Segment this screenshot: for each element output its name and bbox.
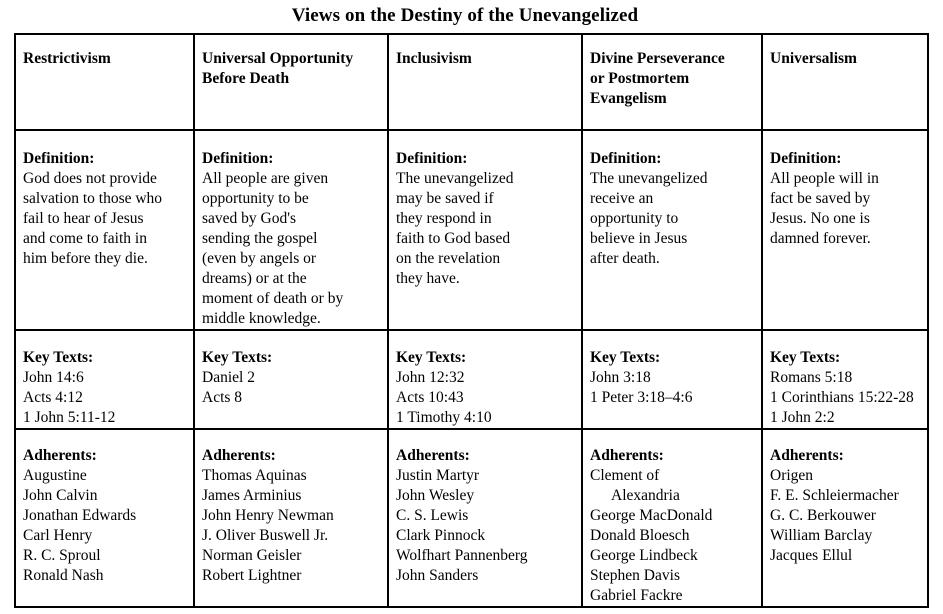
adherent: Thomas Aquinas — [202, 467, 307, 484]
definition-cell-divine-perseverance — [582, 130, 762, 330]
adherents-cell-inclusivism — [388, 429, 582, 607]
adherent: John Wesley — [396, 487, 475, 504]
definition-row — [15, 130, 928, 330]
definition-line: sending the gospel — [202, 230, 318, 247]
key-texts-cell-restrictivism — [15, 330, 194, 429]
adherent: John Calvin — [23, 487, 98, 504]
adherents-label: Adherents: — [770, 447, 844, 464]
adherent: Carl Henry — [23, 527, 93, 544]
definition-line: opportunity to be — [202, 190, 309, 207]
definition-cell-restrictivism — [15, 130, 194, 330]
column-title-line: Universal Opportunity — [202, 50, 354, 67]
adherents-cell-restrictivism — [15, 429, 194, 607]
key-text: Acts 8 — [202, 389, 243, 406]
key-text: Acts 10:43 — [396, 389, 464, 406]
definition-line: and come to faith in — [23, 230, 147, 247]
key-text: 1 Timothy 4:10 — [396, 409, 492, 426]
adherent: John Henry Newman — [202, 507, 334, 524]
adherent: F. E. Schleiermacher — [770, 487, 899, 504]
definition-line: The unevangelized — [590, 170, 708, 187]
key-texts-label: Key Texts: — [770, 349, 841, 366]
definition-line: faith to God based — [396, 230, 511, 247]
definition-line: believe in Jesus — [590, 230, 688, 247]
definition-line: receive an — [590, 190, 654, 207]
definition-line: they respond in — [396, 210, 492, 227]
adherents-label: Adherents: — [396, 447, 470, 464]
adherent: George Lindbeck — [590, 547, 698, 564]
adherent: Jacques Ellul — [770, 547, 853, 564]
definition-line: moment of death or by — [202, 290, 344, 307]
adherent: J. Oliver Buswell Jr. — [202, 527, 329, 544]
definition-line: fact be saved by — [770, 190, 871, 207]
adherent: Donald Bloesch — [590, 527, 690, 544]
definition-line: saved by God's — [202, 210, 297, 227]
key-texts-cell-inclusivism — [388, 330, 582, 429]
definition-label: Definition: — [770, 150, 842, 167]
adherent: John Sanders — [396, 567, 479, 584]
adherent: R. C. Sproul — [23, 547, 101, 564]
definition-line: damned forever. — [770, 230, 871, 247]
adherents-cell-divine-perseverance — [582, 429, 762, 607]
definition-line: salvation to those who — [23, 190, 163, 207]
adherent: Alexandria — [611, 487, 680, 504]
key-text: 1 Corinthians 15:22-28 — [770, 389, 914, 406]
header-restrictivism — [15, 34, 194, 130]
adherent: G. C. Berkouwer — [770, 507, 876, 524]
adherents-cell-universalism — [762, 429, 928, 607]
key-texts-cell-divine-perseverance — [582, 330, 762, 429]
definition-line: (even by angels or — [202, 250, 317, 267]
key-texts-label: Key Texts: — [23, 349, 94, 366]
adherent: George MacDonald — [590, 507, 713, 524]
adherents-cell-universal-opportunity — [194, 429, 388, 607]
adherent: Ronald Nash — [23, 567, 104, 584]
key-text: John 14:6 — [23, 369, 84, 386]
definition-label: Definition: — [590, 150, 662, 167]
definition-line: The unevangelized — [396, 170, 514, 187]
page-title: Views on the Destiny of the Unevangelized — [291, 5, 639, 26]
adherent: James Arminius — [202, 487, 302, 504]
column-title-line: Evangelism — [590, 90, 667, 107]
adherent: Origen — [770, 467, 814, 484]
adherent: Wolfhart Pannenberg — [396, 547, 528, 564]
key-texts-row — [15, 330, 928, 429]
adherent: Justin Martyr — [396, 467, 480, 484]
adherent: C. S. Lewis — [396, 507, 469, 524]
key-texts-label: Key Texts: — [590, 349, 661, 366]
column-title-line: Before Death — [202, 70, 290, 87]
header-inclusivism — [388, 34, 582, 130]
key-texts-cell-universal-opportunity — [194, 330, 388, 429]
definition-line: All people are given — [202, 170, 329, 187]
definition-line: Jesus. No one is — [770, 210, 870, 227]
header-universal-opportunity — [194, 34, 388, 130]
definition-line: him before they die. — [23, 250, 148, 267]
definition-label: Definition: — [202, 150, 274, 167]
views-table — [14, 33, 929, 608]
definition-line: fail to hear of Jesus — [23, 210, 144, 227]
adherents-row — [15, 429, 928, 607]
definition-line: on the revelation — [396, 250, 501, 267]
adherent: Gabriel Fackre — [590, 587, 683, 604]
adherent: Stephen Davis — [590, 567, 680, 584]
column-title-line: Restrictivism — [23, 50, 111, 67]
definition-line: they have. — [396, 270, 460, 287]
definition-label: Definition: — [23, 150, 95, 167]
header-divine-perseverance — [582, 34, 762, 130]
header-row — [15, 34, 928, 130]
definition-cell-universalism — [762, 130, 928, 330]
definition-label: Definition: — [396, 150, 468, 167]
key-text: 1 John 2:2 — [770, 409, 835, 426]
adherents-label: Adherents: — [23, 447, 97, 464]
definition-cell-universal-opportunity — [194, 130, 388, 330]
column-title-line: or Postmortem — [590, 70, 690, 87]
key-text: John 3:18 — [590, 369, 651, 386]
key-text: 1 John 5:11-12 — [23, 409, 116, 426]
key-texts-cell-universalism — [762, 330, 928, 429]
adherent: Clark Pinnock — [396, 527, 486, 544]
definition-line: may be saved if — [396, 190, 494, 207]
header-universalism — [762, 34, 928, 130]
adherent: Robert Lightner — [202, 567, 302, 584]
key-text: John 12:32 — [396, 369, 465, 386]
adherents-label: Adherents: — [202, 447, 276, 464]
key-text: Acts 4:12 — [23, 389, 83, 406]
definition-line: All people will in — [770, 170, 879, 187]
adherent: William Barclay — [770, 527, 873, 544]
key-text: Daniel 2 — [202, 369, 255, 386]
key-texts-label: Key Texts: — [202, 349, 273, 366]
key-texts-label: Key Texts: — [396, 349, 467, 366]
definition-line: opportunity to — [590, 210, 679, 227]
definition-line: God does not provide — [23, 170, 157, 187]
definition-line: after death. — [590, 250, 660, 267]
adherents-label: Adherents: — [590, 447, 664, 464]
definition-cell-inclusivism — [388, 130, 582, 330]
key-text: 1 Peter 3:18–4:6 — [590, 389, 693, 406]
column-title-line: Inclusivism — [396, 50, 472, 67]
adherent: Jonathan Edwards — [23, 507, 137, 524]
adherent: Clement of — [590, 467, 660, 484]
column-title-line: Divine Perseverance — [590, 50, 725, 67]
definition-line: middle knowledge. — [202, 310, 321, 327]
definition-line: dreams) or at the — [202, 270, 307, 287]
adherent: Augustine — [23, 467, 87, 484]
key-text: Romans 5:18 — [770, 369, 853, 386]
column-title-line: Universalism — [770, 50, 857, 67]
adherent: Norman Geisler — [202, 547, 302, 564]
